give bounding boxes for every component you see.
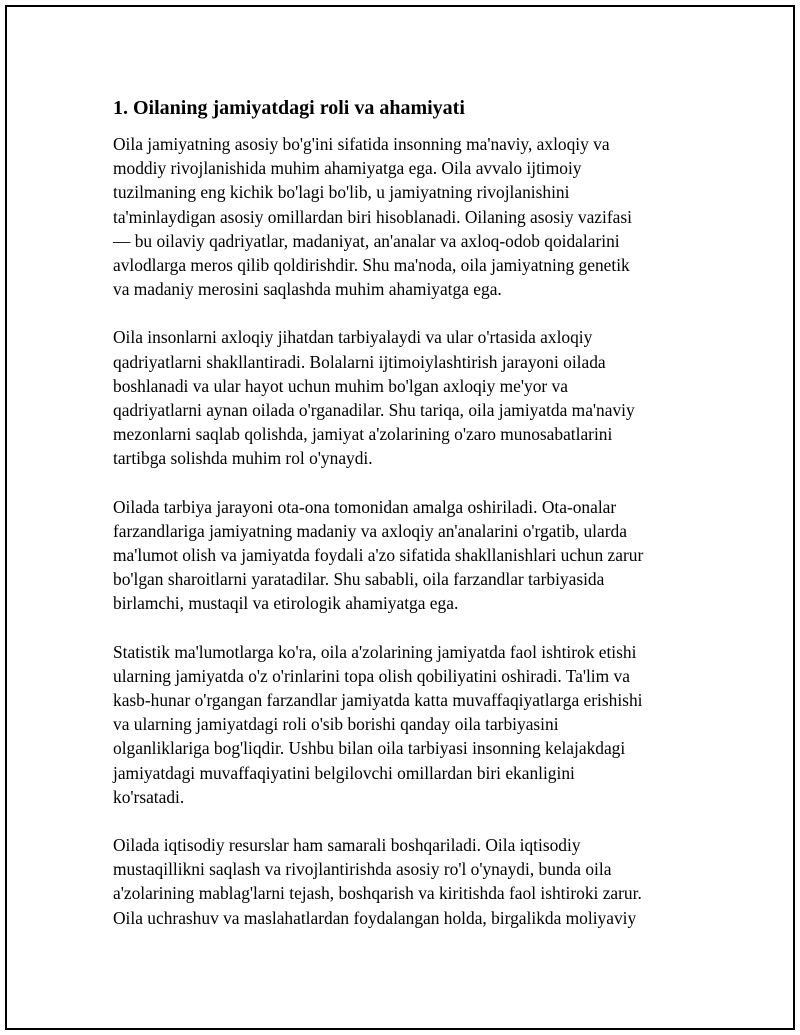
text-line: mezonlarni saqlab qolishda, jamiyat a'zolarining o'zaro munosabatlarini (113, 424, 613, 445)
text-line: mustaqillikni saqlash va rivojlantirishda asosiy ro'l o'ynaydi, bunda oila (113, 859, 612, 880)
text-line: kasb-hunar o'rgangan farzandlar jamiyatda katta muvaffaqiyatlarga erishishi (113, 690, 643, 711)
paragraph-1 (113, 132, 693, 301)
text-line: jamiyatdagi muvaffaqiyatini belgilovchi omillardan biri ekanligini (113, 762, 575, 783)
text-line: Oilada tarbiya jarayoni ota-ona tomonidan amalga oshiriladi. Ota-onalar (113, 496, 617, 517)
text-line: ta'minlaydigan asosiy omillardan biri hisoblanadi. Oilaning asosiy vazifasi (113, 206, 632, 227)
text-line: ma'lumot olish va jamiyatda foydali a'zo sifatida shakllanishlari uchun zarur (113, 545, 644, 566)
text-line: tartibga solishda muhim rol o'ynaydi. (113, 448, 373, 469)
paragraph-5 (113, 833, 693, 930)
text-line: boshlanadi va ular hayot uchun muhim bo'lgan axloqiy me'yor va (113, 375, 568, 396)
text-line: ularning jamiyatda o'z o'rinlarini topa olish qobiliyatini oshiradi. Ta'lim va (113, 665, 630, 686)
text-line: Statistik ma'lumotlarga ko'ra, oila a'zolarining jamiyatda faol ishtirok etishi (113, 641, 637, 662)
text-line: Oila jamiyatning asosiy bo'g'ini sifatida insonning ma'naviy, axloqiy va (113, 134, 610, 154)
text-line: Oilada iqtisodiy resurslar ham samarali boshqariladi. Oila iqtisodiy (113, 835, 581, 856)
paragraph-2 (113, 325, 693, 470)
text-line: avlodlarga meros qilib qoldirishdir. Shu ma'noda, oila jamiyatning genetik (113, 255, 630, 276)
text-line: a'zolarining mablag'larni tejash, boshqarish va kiritishda faol ishtiroki zarur. (113, 883, 642, 904)
text-line: farzandlariga jamiyatning madaniy va axloqiy an'analarini o'rgatib, ularda (113, 520, 627, 541)
text-line: bo'lgan sharoitlarni yaratadilar. Shu sababli, oila farzandlar tarbiyasida (113, 569, 605, 590)
paragraph-3 (113, 495, 693, 616)
text-line: moddiy rivojlanishida muhim ahamiyatga ega. Oila avvalo ijtimoiy (113, 158, 582, 179)
text-line: birlamchi, mustaqil va etirologik ahamiyatga ega. (113, 593, 459, 614)
paragraph-4 (113, 640, 693, 809)
text-line: olganliklariga bog'liqdir. Ushbu bilan oila tarbiyasi insonning kelajakdagi (113, 738, 626, 759)
text-line: Oila uchrashuv va maslahatlardan foydalangan holda, birgalikda moliyaviy (113, 907, 637, 928)
section-heading: 1. Oilaning jamiyatdagi roli va ahamiyati (113, 97, 465, 119)
document-body (113, 95, 693, 954)
text-line: qadriyatlarni aynan oilada o'rganadilar. Shu tariqa, oila jamiyatda ma'naviy (113, 400, 635, 421)
text-line: — bu oilaviy qadriyatlar, madaniyat, an'analar va axloq-odob qoidalarini (113, 230, 620, 251)
text-line: va madaniy merosini saqlashda muhim ahamiyatga ega. (113, 279, 502, 300)
text-line: va ularning jamiyatdagi roli o'sib borishi qanday oila tarbiyasini (113, 714, 559, 735)
text-line: qadriyatlarni shakllantiradi. Bolalarni ijtimoiylashtirish jarayoni oilada (113, 351, 606, 372)
text-line: Oila insonlarni axloqiy jihatdan tarbiyalaydi va ular o'rtasida axloqiy (113, 327, 593, 348)
text-line: ko'rsatadi. (113, 786, 185, 807)
text-line: tuzilmaning eng kichik bo'lagi bo'lib, u jamiyatning rivojlanishini (113, 182, 570, 203)
